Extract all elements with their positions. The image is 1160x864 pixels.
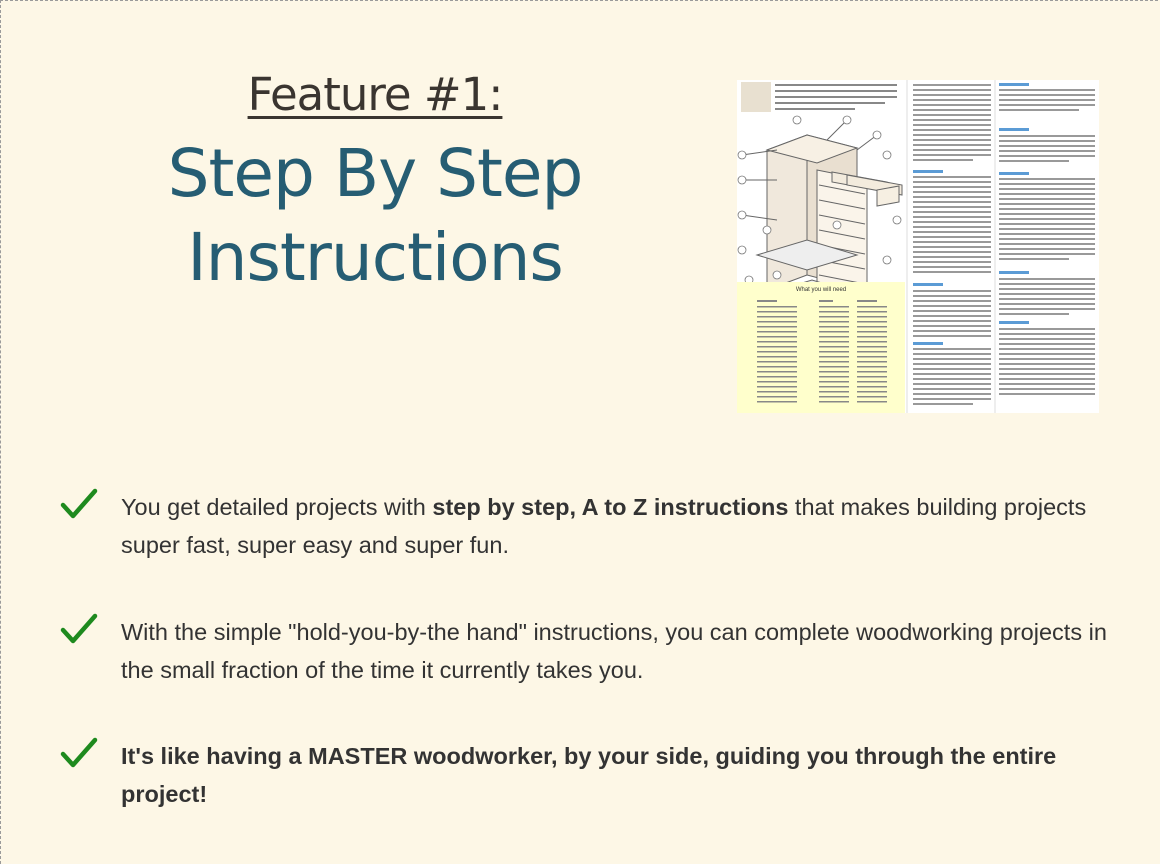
benefit-text-1: You get detailed projects with step by step, A to Z instructions that makes building projects super fast, super easy and super fun.	[121, 494, 1087, 558]
check-icon	[60, 613, 98, 645]
parts-list-title: What you will need	[795, 287, 847, 293]
parts-list-box	[737, 282, 905, 413]
benefit-text-3: It's like having a MASTER woodworker, by your side, guiding you through the entire project!	[121, 743, 1057, 807]
page-title	[130, 132, 620, 300]
check-icon	[60, 737, 98, 769]
instructions-page-image	[737, 80, 1099, 413]
feature-label: Feature #1:	[247, 68, 503, 121]
title-line-2: Instructions	[187, 219, 563, 296]
benefit-text-2: With the simple "hold-you-by-the hand" instructions, you can complete woodworking projects in the small fraction of the time it currently takes you.	[121, 619, 1107, 683]
parts-table-lines	[737, 282, 905, 413]
benefit-highlight-1: step by step, A to Z instructions	[432, 494, 789, 520]
title-line-1: Step By Step	[167, 135, 583, 212]
check-icon	[60, 488, 98, 520]
